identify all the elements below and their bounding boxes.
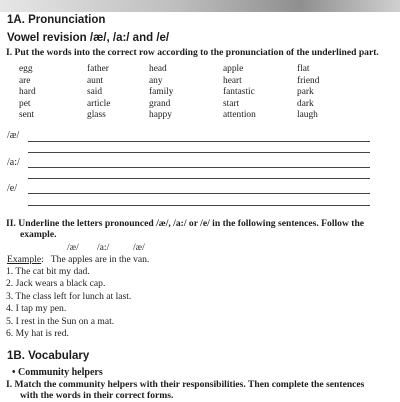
word-cell: egg — [19, 64, 33, 74]
word-cell: said — [87, 87, 103, 97]
word-cell: sent — [19, 110, 35, 120]
example-label: Example — [7, 254, 42, 265]
word-cell: dark — [297, 98, 314, 109]
row-label-a-long: /a:/ — [7, 157, 20, 168]
row-label-e: /e/ — [7, 183, 17, 194]
word-cell: aunt — [87, 75, 104, 86]
word-cell: article — [87, 98, 111, 109]
example-symbol: /æ/ — [133, 242, 145, 253]
word-cell: are — [19, 75, 31, 86]
word-cell: happy — [149, 110, 172, 120]
word-cell: hard — [19, 87, 36, 97]
sentence-item: 5. I rest in the Sun on a mat. — [6, 315, 115, 327]
word-cell: apple — [223, 64, 244, 74]
sentence-item: 2. Jack wears a black cap. — [6, 278, 106, 290]
task-2-instruction-cont: example. — [20, 229, 57, 240]
vocab-instruction-cont: with the words in their correct forms. — [20, 390, 174, 401]
word-cell: pet — [19, 98, 31, 109]
sentence-item: 6. My hat is red. — [6, 328, 69, 340]
example-symbol: /æ/ — [67, 242, 79, 253]
sentence-item: 4. I tap my pen. — [6, 303, 67, 315]
section-title: 1A. Pronunciation — [7, 14, 106, 26]
example-symbol: /a:/ — [97, 242, 110, 253]
word-cell: heart — [223, 75, 242, 86]
vocab-instruction: I. Match the community helpers with their responsibilities. Then complete the sentences — [6, 379, 365, 390]
sentence-item: 1. The cat bit my dad. — [6, 266, 90, 277]
bullet-topic: • Community helpers — [12, 367, 103, 378]
answer-line[interactable] — [28, 205, 370, 206]
answer-line[interactable] — [28, 178, 370, 179]
subsection-title: Vowel revision /æ/, /a:/ and /e/ — [7, 32, 170, 44]
word-cell: flat — [297, 64, 310, 74]
task-2-instruction: II. Underline the letters pronounced /æ/, /a:/ or /e/ in the following sentences. Follow the — [6, 218, 365, 229]
answer-line[interactable] — [28, 193, 370, 194]
answer-line[interactable] — [28, 167, 370, 168]
word-cell: father — [87, 64, 109, 74]
word-cell: friend — [297, 75, 320, 86]
word-grid — [19, 64, 399, 121]
word-cell: fantastic — [223, 87, 255, 97]
word-cell: any — [149, 75, 163, 86]
vocabulary-title: 1B. Vocabulary — [7, 350, 90, 362]
word-cell: grand — [149, 98, 171, 109]
word-cell: park — [297, 87, 314, 97]
sentence-list — [6, 266, 131, 340]
task-1-instruction: I. Put the words into the correct row according to the pronunciation of the underlined part. — [6, 47, 379, 58]
answer-line[interactable] — [28, 141, 370, 142]
word-cell: head — [149, 64, 167, 74]
word-cell: laugh — [297, 110, 318, 120]
sentence-item: 3. The class left for lunch at last. — [6, 290, 132, 302]
top-banner — [0, 0, 400, 12]
word-cell: family — [149, 87, 174, 97]
example-line: Example: The apples are in the van. — [7, 254, 150, 265]
example-sentence: The apples are in the van. — [50, 254, 150, 265]
word-cell: start — [223, 98, 240, 109]
answer-line[interactable] — [28, 152, 370, 153]
word-cell: glass — [87, 110, 106, 120]
word-cell: attention — [223, 110, 256, 120]
row-label-ae: /æ/ — [7, 130, 20, 141]
